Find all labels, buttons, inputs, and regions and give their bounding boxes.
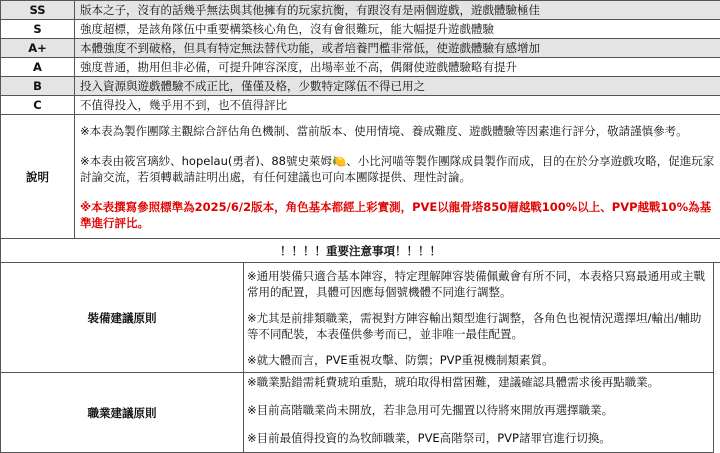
tier-label: S xyxy=(1,20,75,39)
job-row xyxy=(1,373,720,453)
equipment-paragraph: ※就大體而言，PVE重視攻擊、防禦；PVP重視機制類素質。 xyxy=(247,352,710,368)
tier-description: 本體強度不到破格，但具有特定無法替代功能，或者培養門檻非常低，使遊戲體驗有感增加 xyxy=(75,39,720,58)
tier-row-b xyxy=(1,77,720,96)
equipment-content xyxy=(244,263,714,373)
tier-description: 不值得投入，幾乎用不到，也不值得評比 xyxy=(75,96,720,115)
job-paragraph: ※目前最值得投資的為牧師職業，PVE高階祭司，PVP諸罪官進行切換。 xyxy=(247,430,710,446)
job-paragraph: ※職業點錯需耗費琥珀重點，琥珀取得相當困難，建議確認具體需求後再點職業。 xyxy=(247,374,710,390)
explanation-row xyxy=(1,115,720,239)
tier-label: SS xyxy=(1,1,75,20)
equipment-paragraph: ※尤其是前排類職業，需視對方陣容輸出類型進行調整，各角色也視情況選擇坦/輸出/輔助等不同配裝，本表僅供參考而已，並非唯一最佳配置。 xyxy=(247,310,710,342)
tier-description: 版本之子，沒有的話幾乎無法與其他擁有的玩家抗衡，有跟沒有是兩個遊戲，遊戲體驗極佳 xyxy=(75,1,720,20)
equipment-paragraph: ※通用裝備只適合基本陣容，特定理解陣容裝備佩戴會有所不同，本表格只寫最通用或主戰常用的配置，具體可因應每個號機體不同進行調整。 xyxy=(247,268,710,300)
side-cell xyxy=(714,373,720,453)
tier-row-c xyxy=(1,96,720,115)
notice-banner: ！！！！重要注意事項！！！！ xyxy=(1,239,720,263)
tier-description: 強度超標，是該角隊伍中重要構築核心角色，沒有會很難玩，能大幅提升遊戲體驗 xyxy=(75,20,720,39)
notice-row xyxy=(1,239,720,263)
tier-description: 投入資源與遊戲體驗不成正比，僅僅及格，少數特定隊伍不得已用之 xyxy=(75,77,720,96)
tier-row-a xyxy=(1,58,720,77)
side-cell xyxy=(714,263,720,373)
tier-row-ss xyxy=(1,1,720,20)
tier-label: C xyxy=(1,96,75,115)
tier-description: 強度普通，勘用但非必備，可提升陣容深度，出場率並不高，偶爾使遊戲體驗略有提升 xyxy=(75,58,720,77)
explanation-paragraph: ※本表由筱宮璃紗、hopelau(勇者)、88號史萊姆🍋、小比河喵等製作團隊成員製作而成，目的在於分享遊戲攻略，促進玩家討論交流，若須轉載請註明出處，有任何建議也可向本團隊提供、理性討論。 xyxy=(80,153,715,185)
explanation-label: 說明 xyxy=(1,115,75,239)
explanation-content xyxy=(75,115,720,239)
explanation-paragraph: ※本表為製作團隊主觀綜合評估角色機制、當前版本、使用情境、養成難度、遊戲體驗等因素進行評分，敬請謹慎參考。 xyxy=(80,123,715,139)
tier-label: A+ xyxy=(1,39,75,58)
tier-row-a-plus xyxy=(1,39,720,58)
job-paragraph: ※目前高階職業尚未開放，若非急用可先擱置以待將來開放再選擇職業。 xyxy=(247,402,710,418)
equipment-label: 裝備建議原則 xyxy=(1,263,244,373)
equipment-row xyxy=(1,263,720,373)
job-label: 職業建議原則 xyxy=(1,373,244,453)
tier-row-s xyxy=(1,20,720,39)
tier-label: B xyxy=(1,77,75,96)
explanation-highlight: ※本表撰寫參照標準為2025/6/2版本，角色基本都經上彩實測，PVE以龍骨塔850層越戰100%以上、PVP越戰10%為基準進行評比。 xyxy=(80,199,715,231)
tier-label: A xyxy=(1,58,75,77)
job-content xyxy=(244,373,714,453)
